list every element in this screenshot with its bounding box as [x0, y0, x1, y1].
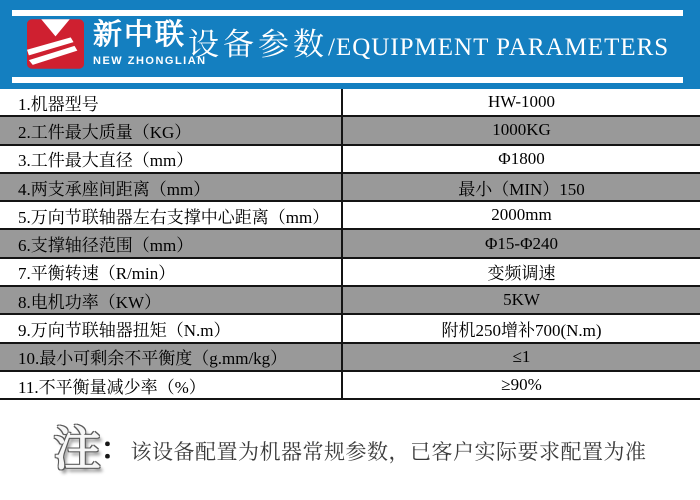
parameter-label-cell: 3.工件最大直径（mm） [0, 146, 343, 172]
parameter-label-cell: 7.平衡转速（R/min） [0, 259, 343, 285]
table-row [0, 174, 700, 202]
parameter-value-cell: 附机250增补700(N.m) [441, 321, 602, 341]
parameter-value-cell: 5KW [503, 290, 540, 310]
company-logo [27, 19, 207, 69]
page-title-separator: / [328, 34, 336, 61]
parameter-label-cell: 2.工件最大质量（KG） [0, 117, 343, 143]
parameter-value-cell: 1000KG [492, 120, 551, 140]
table-row [0, 89, 700, 117]
parameter-value-cell: 最小（MIN）150 [458, 179, 585, 199]
parameter-label-cell: 1.机器型号 [0, 89, 343, 115]
page-title-cn: 设备参数 [188, 27, 328, 62]
parameter-label-cell: 6.支撑轴径范围（mm） [0, 230, 343, 256]
parameter-value-cell: ≤1 [512, 346, 531, 366]
parameter-label-cell: 8.电机功率（KW） [0, 287, 343, 313]
brand-name-cn: 新中联 [93, 19, 187, 51]
parameter-value-cell: HW-1000 [487, 92, 556, 112]
parameter-value-cell: Φ15-Φ240 [484, 233, 558, 253]
parameter-label-cell: 9.万向节联轴器扭矩（N.m） [0, 315, 343, 341]
parameter-label-cell: 11.不平衡量减少率（%） [0, 372, 343, 398]
note-colon: ： [100, 433, 131, 466]
table-row [0, 117, 700, 145]
table-row [0, 344, 700, 372]
parameter-label-cell: 5.万向节联轴器左右支撑中心距离（mm） [0, 202, 343, 228]
table-row [0, 146, 700, 174]
table-row [0, 287, 700, 315]
equipment-parameter-table [0, 89, 700, 400]
note-prefix: 注 [53, 424, 101, 476]
parameter-value-cell: ≥90% [501, 375, 542, 395]
footer-note [0, 412, 700, 479]
table-row [0, 230, 700, 258]
table-row [0, 259, 700, 287]
table-row [0, 315, 700, 343]
parameter-value-cell: Φ1800 [498, 148, 545, 168]
parameter-value-cell: 2000mm [491, 205, 552, 225]
page-title [188, 0, 669, 89]
header-banner [0, 0, 700, 89]
table-row [0, 372, 700, 400]
note-text: 该设备配置为机器常规参数，已客户实际要求配置为准 [130, 440, 647, 464]
logo-mark-icon [27, 19, 84, 69]
page-title-en: EQUIPMENT PARAMETERS [335, 34, 670, 61]
parameter-value-cell: 变频调速 [487, 264, 556, 284]
parameter-label-cell: 4.两支承座间距离（mm） [0, 174, 343, 200]
parameter-label-cell: 10.最小可剩余不平衡度（g.mm/kg） [0, 344, 343, 370]
brand-name-en: NEW ZHONGLIAN [93, 55, 207, 67]
table-row [0, 202, 700, 230]
